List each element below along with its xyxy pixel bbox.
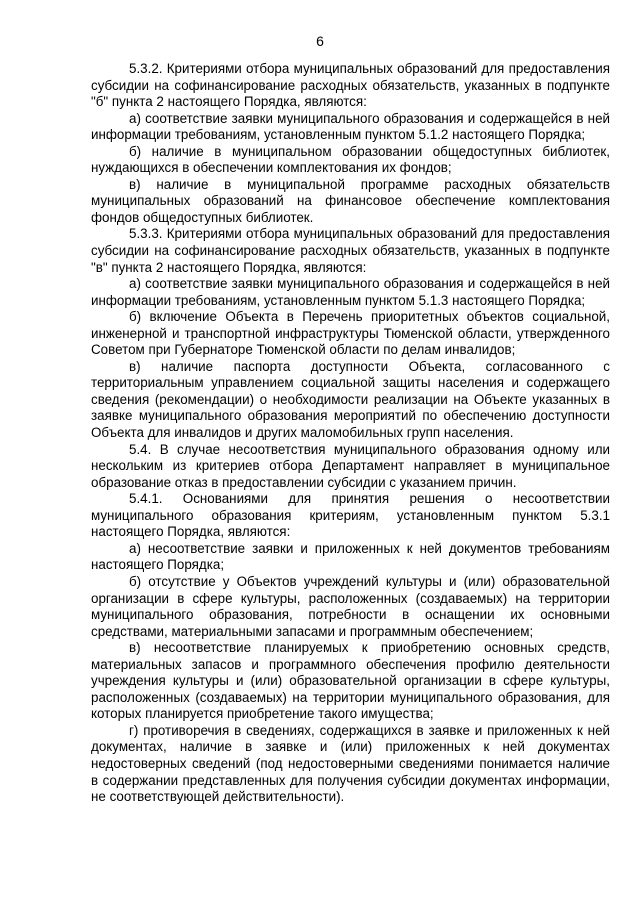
document-body bbox=[91, 61, 610, 806]
paragraph-5-3-3-a: а) соответствие заявки муниципального образования и содержащейся в ней информации требованиям, установленным пунктом 5.1.3 настоящего Порядка; bbox=[91, 276, 610, 308]
paragraph-5-3-3-b: б) включение Объекта в Перечень приоритетных объектов социальной, инженерной и транспортной инфраструктуры Тюменской области, утвержденного Советом при Губернаторе Тюменской области по делам инвалидов; bbox=[91, 309, 610, 358]
paragraph-5-3-2-b: б) наличие в муниципальном образовании общедоступных библиотек, нуждающихся в обеспечении комплектования их фондов; bbox=[91, 143, 610, 176]
paragraph-5-4-1-v: в) несоответствие планируемых к приобретению основных средств, материальных запасов и программного обеспечения профилю деятельности учреждения культуры и (или) образовательной организации в сфере культуры, расположенных (создаваемых) на территории муниципального образования, для которых планируется приобретение такого имущества; bbox=[91, 640, 610, 722]
paragraph-5-4-1-g: г) противоречия в сведениях, содержащихся в заявке и приложенных к ней документах, наличие в заявке и (или) приложенных к ней документах недостоверных сведений (под недостоверными сведениями понимается наличие в содержании представленных для получения субсидии документах информации, не соответствующей действительности). bbox=[91, 722, 610, 805]
paragraph-5-3-2-a: а) соответствие заявки муниципального образования и содержащейся в ней информации требованиям, установленным пунктом 5.1.2 настоящего Порядка; bbox=[91, 110, 610, 143]
paragraph-5-4-1-a: а) несоответствие заявки и приложенных к ней документов требованиям настоящего Порядка; bbox=[91, 540, 610, 573]
page-number: 6 bbox=[316, 33, 324, 49]
paragraph-5-4: 5.4. В случае несоответствия муниципального образования одному или нескольким из критериев отбора Департамент направляет в муниципальное образование отказ в предоставлении субсидии с указанием причин. bbox=[91, 441, 610, 490]
paragraph-5-4-1-b: б) отсутствие у Объектов учреждений культуры и (или) образовательной организации в сфере культуры, расположенных (создаваемых) на территории муниципального образования, потребности в оснащении их основными средствами, материальными запасами и программным обеспечением; bbox=[91, 573, 610, 639]
paragraph-5-3-3-v: в) наличие паспорта доступности Объекта, согласованного с территориальным управлением социальной защиты населения и содержащего сведения (рекомендации) о необходимости реализации на Объекте указанных в заявке муниципального образования мероприятий по обеспечению доступности Объекта для инвалидов и других маломобильных групп населения. bbox=[91, 358, 610, 441]
paragraph-5-3-3: 5.3.3. Критериями отбора муниципальных образований для предоставления субсидии на софинансирование расходных обязательств, указанных в подпункте "в" пункта 2 настоящего Порядка, являются: bbox=[91, 226, 610, 275]
paragraph-5-3-2-v: в) наличие в муниципальной программе расходных обязательств муниципальных образований на финансовое обеспечение комплектования фондов общедоступных библиотек. bbox=[91, 176, 610, 225]
paragraph-5-4-1: 5.4.1. Основаниями для принятия решения о несоответствии муниципального образования критериям, установленным пунктом 5.3.1 настоящего Порядка, являются: bbox=[91, 491, 610, 540]
paragraph-5-3-2: 5.3.2. Критериями отбора муниципальных образований для предоставления субсидии на софинансирование расходных обязательств, указанных в подпункте "б" пункта 2 настоящего Порядка, являются: bbox=[91, 61, 610, 110]
